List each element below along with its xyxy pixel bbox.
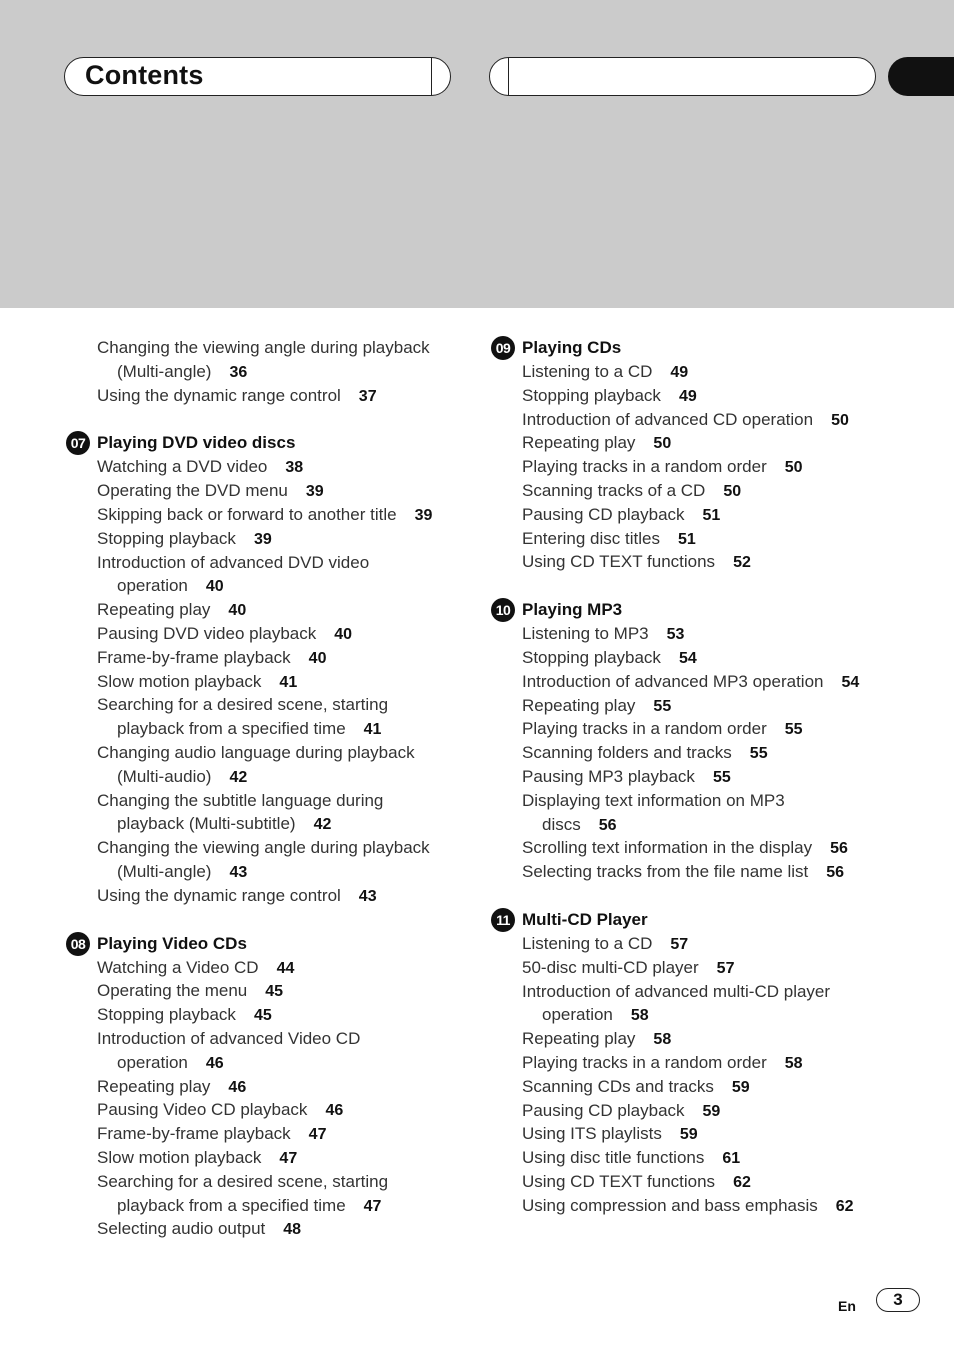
toc-page-number: 57 <box>716 959 735 977</box>
toc-entry[interactable] <box>489 527 909 551</box>
toc-entry-text: Searching for a desired scene, starting <box>97 695 389 715</box>
toc-entry[interactable] <box>489 1075 909 1099</box>
toc-entry[interactable] <box>489 789 909 837</box>
toc-entry-text: Scanning folders and tracks <box>522 743 732 763</box>
toc-entry-line <box>97 527 484 551</box>
toc-entry-text: Using disc title functions <box>522 1148 705 1168</box>
toc-page-number: 55 <box>712 768 731 786</box>
toc-page-number: 50 <box>831 411 849 429</box>
toc-entry-line <box>522 717 909 741</box>
toc-page-number: 58 <box>784 1054 803 1072</box>
toc-entry-line <box>97 1194 484 1218</box>
toc-entry-line <box>97 1003 484 1027</box>
toc-entry-text: Using the dynamic range control <box>97 385 341 405</box>
toc-entry-text: Searching for a desired scene, starting <box>97 1171 389 1191</box>
toc-entry-line <box>522 932 909 956</box>
toc-entry-line <box>522 741 909 765</box>
toc-entry[interactable] <box>489 479 909 503</box>
toc-entry-line <box>97 1217 484 1241</box>
toc-entry-text: Repeating play <box>522 695 636 715</box>
toc-page-number: 56 <box>830 840 848 858</box>
toc-entry[interactable] <box>64 503 484 527</box>
toc-page-number: 39 <box>305 483 324 501</box>
toc-entry-line <box>97 646 484 670</box>
toc-page-number: 40 <box>228 602 247 620</box>
toc-entry-text: Scanning CDs and tracks <box>522 1076 714 1096</box>
toc-entry-line <box>522 455 909 479</box>
toc-entry[interactable] <box>64 479 484 503</box>
toc-entry[interactable] <box>64 1098 484 1122</box>
toc-page-number: 58 <box>653 1031 672 1049</box>
toc-entry-text: playback from a specified time <box>117 719 346 739</box>
toc-entry[interactable] <box>489 646 909 670</box>
toc-entry-text: (Multi-angle) <box>117 861 212 881</box>
toc-entry-line <box>522 1003 909 1027</box>
toc-entry-line <box>522 1051 909 1075</box>
toc-entry-line <box>522 479 909 503</box>
toc-entry-line <box>522 1146 909 1170</box>
toc-entry[interactable] <box>489 1099 909 1123</box>
toc-page-number: 36 <box>229 363 248 381</box>
toc-entry-line <box>97 598 484 622</box>
toc-page-number: 58 <box>630 1007 649 1025</box>
section-number-badge: 08 <box>66 932 90 956</box>
section-title: Playing CDs <box>522 338 622 357</box>
toc-entry-text: Operating the menu <box>97 981 248 1001</box>
toc-entry-text: Pausing Video CD playback <box>97 1100 308 1120</box>
toc-entry-text: operation <box>542 1005 613 1025</box>
toc-entry-line <box>97 693 484 717</box>
toc-entry[interactable] <box>489 550 909 574</box>
page-number: 3 <box>876 1288 920 1312</box>
toc-page-number: 62 <box>835 1197 854 1215</box>
toc-entry-line <box>97 1098 484 1122</box>
blank-header-box <box>489 57 876 96</box>
toc-page-number: 39 <box>414 506 433 524</box>
toc-entry-line <box>522 384 909 408</box>
toc-entry-line <box>97 1146 484 1170</box>
toc-entry[interactable] <box>64 1217 484 1241</box>
toc-page-number: 50 <box>653 435 672 453</box>
toc-entry-text: Stopping playback <box>522 385 661 405</box>
toc-entry[interactable] <box>64 622 484 646</box>
toc-entry-line <box>97 836 484 860</box>
toc-entry[interactable] <box>489 741 909 765</box>
toc-page-number: 46 <box>228 1078 247 1096</box>
toc-entry-text: Pausing CD playback <box>522 1100 685 1120</box>
toc-entry-text: Skipping back or forward to another title <box>97 504 397 524</box>
toc-entry-line <box>97 455 484 479</box>
toc-page-number: 59 <box>731 1078 750 1096</box>
toc-section <box>489 336 909 574</box>
toc-entry-text: Using compression and bass emphasis <box>522 1195 818 1215</box>
toc-page-number: 37 <box>358 387 377 405</box>
section-heading <box>489 336 909 360</box>
toc-page-number: 57 <box>670 935 689 953</box>
toc-entry[interactable] <box>64 693 484 741</box>
toc-entry-text: playback (Multi-subtitle) <box>117 814 296 834</box>
section-tab-marker <box>888 57 954 96</box>
toc-entry-text: Watching a DVD video <box>97 457 268 477</box>
toc-entry[interactable] <box>64 384 484 408</box>
toc-entry[interactable] <box>64 789 484 837</box>
toc-page-number: 45 <box>253 1007 272 1025</box>
toc-page-number: 43 <box>229 863 248 881</box>
header-band <box>0 0 954 308</box>
toc-entry-text: Operating the DVD menu <box>97 481 288 501</box>
toc-page-number: 50 <box>723 482 742 500</box>
toc-entry-line <box>97 336 484 360</box>
toc-entry[interactable] <box>489 694 909 718</box>
toc-entry-text: Using the dynamic range control <box>97 885 341 905</box>
title-box <box>64 57 451 96</box>
toc-entry-line <box>97 812 484 836</box>
section-title: Playing DVD video discs <box>97 433 296 453</box>
toc-entry[interactable] <box>64 1003 484 1027</box>
toc-entry-line <box>97 741 484 765</box>
toc-entry[interactable] <box>489 384 909 408</box>
toc-page-number: 53 <box>666 626 685 644</box>
toc-entry[interactable] <box>489 836 909 860</box>
toc-entry-line <box>522 765 909 789</box>
toc-page-number: 44 <box>276 959 295 977</box>
toc-entry-text: (Multi-angle) <box>117 361 212 381</box>
toc-entry[interactable] <box>64 956 484 980</box>
toc-page-number: 40 <box>205 578 224 596</box>
toc-page-number: 49 <box>678 387 697 405</box>
toc-entry-line <box>522 622 909 646</box>
toc-entry-text: Selecting tracks from the file name list <box>522 862 809 882</box>
toc-entry-line <box>97 884 484 908</box>
page-title: Contents <box>85 60 204 90</box>
toc-entry-text: Introduction of advanced CD operation <box>522 409 814 429</box>
toc-entry-text: Listening to a CD <box>522 362 653 381</box>
toc-entry[interactable] <box>64 1146 484 1170</box>
toc-entry-line <box>522 360 909 384</box>
toc-entry[interactable] <box>489 765 909 789</box>
toc-entry-text: Watching a Video CD <box>97 957 259 977</box>
toc-entry[interactable] <box>489 622 909 646</box>
toc-entry-text: Introduction of advanced MP3 operation <box>522 671 824 691</box>
toc-entry[interactable] <box>64 455 484 479</box>
toc-entry-text: Using ITS playlists <box>522 1124 662 1144</box>
toc-entry[interactable] <box>64 336 484 384</box>
toc-entry[interactable] <box>489 980 909 1028</box>
language-label: En <box>838 1298 856 1314</box>
toc-page-number: 43 <box>358 887 377 905</box>
toc-entry-text: Pausing DVD video playback <box>97 623 317 643</box>
toc-entry-text: Stopping playback <box>97 528 236 548</box>
section-title: Multi-CD Player <box>522 909 648 929</box>
toc-entry-text: operation <box>117 576 188 596</box>
toc-entry-line <box>522 1075 909 1099</box>
toc-entry-text: discs <box>542 814 581 834</box>
toc-entry-line <box>522 550 909 574</box>
section-number-badge: 07 <box>66 431 90 455</box>
toc-entry-text: Introduction of advanced multi-CD player <box>522 981 831 1001</box>
toc-entry-text: Stopping playback <box>522 647 661 667</box>
toc-page-number: 55 <box>653 697 672 715</box>
toc-right-column <box>489 336 909 1242</box>
toc-page-number: 62 <box>733 1173 751 1191</box>
section-number-badge: 10 <box>491 598 515 622</box>
toc-continued-entries <box>64 336 484 407</box>
section-number-badge: 11 <box>491 908 515 932</box>
toc-entry[interactable] <box>489 860 909 884</box>
toc-entry[interactable] <box>489 408 909 432</box>
toc-entry-text: playback from a specified time <box>117 1195 346 1215</box>
toc-entry-text: Changing the viewing angle during playback <box>97 338 430 357</box>
toc-entry[interactable] <box>489 360 909 384</box>
toc-entry[interactable] <box>489 503 909 527</box>
toc-entry-line <box>522 860 909 884</box>
toc-entry[interactable] <box>489 455 909 479</box>
toc-entry-line <box>97 1075 484 1099</box>
toc-entry-text: Introduction of advanced DVD video <box>97 552 370 572</box>
toc-entry-line <box>522 670 909 694</box>
toc-entry[interactable] <box>489 1170 909 1194</box>
toc-entry[interactable] <box>489 1146 909 1170</box>
toc-entry-line <box>522 1027 909 1051</box>
toc-entry-text: Displaying text information on MP3 <box>522 790 785 810</box>
toc-entry-text: Using CD TEXT functions <box>522 552 716 572</box>
toc-entry-line <box>522 431 909 455</box>
toc-entry[interactable] <box>64 551 484 599</box>
toc-page-number: 51 <box>702 506 721 524</box>
toc-entry-line <box>97 551 484 575</box>
toc-entry[interactable] <box>64 1122 484 1146</box>
section-heading <box>64 431 484 455</box>
toc-page-number: 54 <box>841 673 860 691</box>
toc-entry-line <box>97 765 484 789</box>
toc-page-number: 52 <box>733 554 751 572</box>
toc-entry[interactable] <box>64 836 484 884</box>
toc-entry-text: Slow motion playback <box>97 1147 262 1167</box>
toc-entry-text: Scrolling text information in the display <box>522 838 813 858</box>
toc-entry[interactable] <box>64 1170 484 1218</box>
toc-page-number: 51 <box>677 530 696 548</box>
toc-entry-text: Repeating play <box>97 600 211 620</box>
toc-entry-line <box>522 956 909 980</box>
toc-entry-line <box>522 789 909 813</box>
toc-entry-line <box>97 789 484 813</box>
toc-entry-text: (Multi-audio) <box>117 766 212 786</box>
title-box-divider <box>431 58 432 95</box>
toc-entry-line <box>97 622 484 646</box>
toc-entry-text: Changing the viewing angle during playback <box>97 838 430 858</box>
toc-entry-line <box>522 503 909 527</box>
toc-page-number: 38 <box>285 459 304 477</box>
toc-entry[interactable] <box>489 670 909 694</box>
toc-page-number: 56 <box>826 864 845 882</box>
toc-entry-line <box>97 360 484 384</box>
toc-entry-line <box>522 527 909 551</box>
toc-entry-text: Repeating play <box>97 1076 211 1096</box>
toc-entry[interactable] <box>64 1027 484 1075</box>
section-heading <box>489 598 909 622</box>
toc-page-number: 42 <box>229 768 248 786</box>
toc-entry[interactable] <box>489 932 909 956</box>
toc-entry[interactable] <box>489 431 909 455</box>
toc-page-number: 46 <box>205 1054 224 1072</box>
toc-entry-line <box>97 1122 484 1146</box>
toc-entry-text: Changing the subtitle language during <box>97 790 384 810</box>
toc-entry[interactable] <box>64 670 484 694</box>
toc-entry-text: Slow motion playback <box>97 671 262 691</box>
toc-entry[interactable] <box>489 717 909 741</box>
toc-entry-text: Listening to MP3 <box>522 624 649 644</box>
toc-entry-text: operation <box>117 1052 188 1072</box>
toc-entry-text: 50-disc multi-CD player <box>522 957 699 977</box>
toc-page-number: 55 <box>784 721 803 739</box>
toc-entry-line <box>97 979 484 1003</box>
toc-entry-line <box>97 574 484 598</box>
toc-entry-line <box>522 980 909 1004</box>
toc-entry-line <box>97 1051 484 1075</box>
toc-entry[interactable] <box>489 1051 909 1075</box>
toc-entry-text: Playing tracks in a random order <box>522 457 767 477</box>
toc-entry-line <box>522 1099 909 1123</box>
toc-page-number: 54 <box>678 649 697 667</box>
toc-page-number: 47 <box>363 1197 382 1215</box>
toc-entry-text: Repeating play <box>522 433 636 453</box>
toc-page-number: 39 <box>253 530 272 548</box>
toc-entry-line <box>522 1170 909 1194</box>
toc-page-number: 40 <box>334 625 353 643</box>
toc-entry-text: Frame-by-frame playback <box>97 647 291 667</box>
toc-entry-text: Selecting audio output <box>97 1219 266 1239</box>
toc-entry-line <box>97 717 484 741</box>
toc-page-number: 59 <box>702 1102 721 1120</box>
toc-entry-line <box>97 384 484 408</box>
toc-entry[interactable] <box>489 1027 909 1051</box>
toc-section <box>489 598 909 884</box>
toc-entry-line <box>97 503 484 527</box>
toc-entry-text: Pausing CD playback <box>522 504 685 524</box>
toc-entry-text: Pausing MP3 playback <box>522 766 695 786</box>
toc-entry-text: Stopping playback <box>97 1005 236 1025</box>
toc-page-number: 55 <box>749 745 768 763</box>
toc-page-number: 42 <box>313 816 332 834</box>
section-heading <box>489 908 909 932</box>
toc-page-number: 46 <box>325 1102 344 1120</box>
toc-entry-line <box>522 694 909 718</box>
toc-page-number: 45 <box>265 983 284 1001</box>
toc-entry-line <box>97 479 484 503</box>
toc-page-number: 56 <box>598 816 617 834</box>
toc-entry[interactable] <box>64 884 484 908</box>
toc-entry-text: Listening to a CD <box>522 933 653 953</box>
toc-entry-text: Using CD TEXT functions <box>522 1171 716 1191</box>
toc-entry-line <box>522 1122 909 1146</box>
toc-entry[interactable] <box>64 598 484 622</box>
toc-page-number: 49 <box>670 364 689 381</box>
toc-entry-text: Scanning tracks of a CD <box>522 480 706 500</box>
toc-entry[interactable] <box>64 1075 484 1099</box>
toc-entry[interactable] <box>489 956 909 980</box>
section-title: Playing Video CDs <box>97 933 247 953</box>
toc-entry-line <box>97 1170 484 1194</box>
toc-section <box>489 908 909 1218</box>
toc-page-number: 50 <box>784 459 803 477</box>
toc-entry[interactable] <box>64 979 484 1003</box>
section-title: Playing MP3 <box>522 600 623 620</box>
section-number-badge: 09 <box>491 336 515 360</box>
toc-entry-text: Changing audio language during playback <box>97 742 415 762</box>
toc-page-number: 40 <box>308 649 327 667</box>
toc-entry[interactable] <box>64 741 484 789</box>
toc-entry[interactable] <box>64 527 484 551</box>
toc-left-column <box>64 336 484 1265</box>
section-heading <box>64 932 484 956</box>
toc-entry[interactable] <box>64 646 484 670</box>
toc-entry-line <box>97 956 484 980</box>
toc-entry-line <box>522 836 909 860</box>
toc-entry-line <box>522 1194 909 1218</box>
toc-page-number: 47 <box>308 1126 327 1144</box>
toc-entry-text: Repeating play <box>522 1029 636 1049</box>
toc-entry-text: Frame-by-frame playback <box>97 1124 291 1144</box>
toc-entry-line <box>522 646 909 670</box>
toc-entry-text: Entering disc titles <box>522 528 660 548</box>
toc-page-number: 48 <box>283 1221 302 1239</box>
toc-entry-line <box>522 408 909 432</box>
toc-entry-line <box>97 860 484 884</box>
toc-page-number: 41 <box>279 673 298 691</box>
toc-entry-line <box>97 1027 484 1051</box>
toc-entry-line <box>522 813 909 837</box>
toc-entry-text: Introduction of advanced Video CD <box>97 1028 361 1048</box>
toc-page-number: 41 <box>363 721 382 739</box>
toc-section <box>64 431 484 907</box>
toc-entry-text: Playing tracks in a random order <box>522 1052 767 1072</box>
toc-section <box>64 932 484 1242</box>
toc-page-number: 59 <box>679 1126 698 1144</box>
toc-page-number: 61 <box>722 1150 741 1168</box>
blank-box-divider <box>508 58 509 95</box>
toc-entry[interactable] <box>489 1194 909 1218</box>
toc-entry-line <box>97 670 484 694</box>
toc-page-number: 47 <box>279 1149 298 1167</box>
toc-entry[interactable] <box>489 1122 909 1146</box>
toc-entry-text: Playing tracks in a random order <box>522 719 767 739</box>
